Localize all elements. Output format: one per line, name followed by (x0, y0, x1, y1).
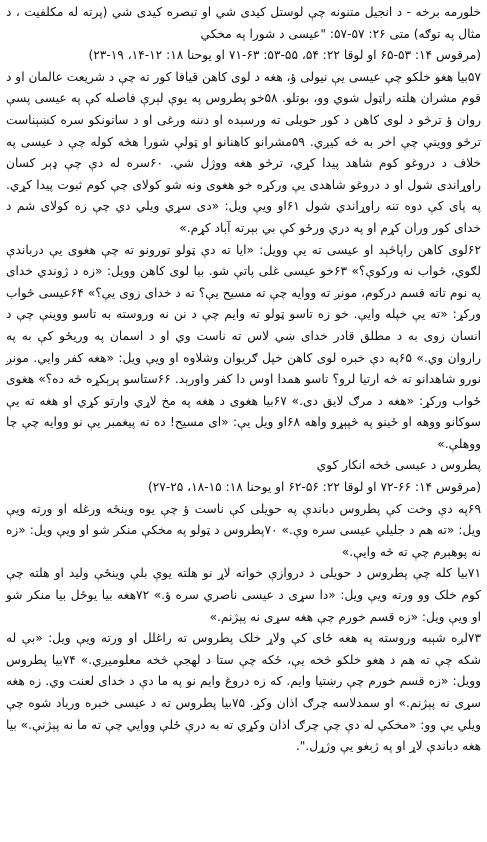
verse-paragraph-73: ۷۳لږه شېبه وروسته په هغه ځای کې ولاړ خلک پطروس ته راغلل او ورته ويې ويل: «بې له شکه چې ته هم د هغو خلکو څخه يې، ځکه چې ستا د لهجې څخه معلوميږي.» ۷۴بيا پطروس وويل: «زه قسم خورم چې رښتيا وايم. که زه دروغ وايم نو په ما دې د خدای لعنت وي. زه هغه سړی نه پېژنم.» او سمدلاسه چرګ اذان وکړ. ۷۵بيا پطروس ته د عيسی خبره ورياد شوه چې ويلي يې وو: «مخکې له دې چې چرګ اذان وکړي ته به درې ځلې ووايي چې ته ما نه پېژنې.» بيا هغه دباندې لاړ او په ژېغو يې وژړل.". (6, 631, 482, 754)
reference-line-2: (مرقوس ۱۴: ۶۶-۷۲ او لوقا ۲۲: ۵۶-۶۲ او يوحنا ۱۸: ۱۵-۱۸، ۲۵-۲۷) (147, 480, 481, 495)
section-heading: پطروس د عيسی څخه انکار کوي (316, 458, 481, 473)
verse-paragraph-69: ۶۹په دې وخت کې پطروس دباندې په حويلی کې ناست ؤ چې يوه وينځه ورغله او ورته ويې ويل: «ته هم د جليلي عيسی سره وې.» ۷۰پطروس د ټولو په مخکې منکر شو او ويې ويل: «زه نه پوهېږم چې ته څه وايې.» (6, 501, 481, 559)
verse-paragraph-57: ۵۷بيا هغو خلکو چې عيسی يې نيولی ؤ، هغه د لوی کاهن قيافا کور ته چې د شريعت عالمان او د قوم مشران هلته راټول شوي وو، بوتلو. ۵۸خو پطروس په يوې لېرې فاصله کې په عيسی پسې روان ؤ ترڅو د لوی کاهن د کور حويلی ته ورسېده او دننه ورغی او د ساتونکو سره کښېناست ترڅو ووينې چې اخر به څه کيږي. ۵۹مشرانو کاهنانو او ټولې شورا هڅه کوله چې د عيسی په خلاف د دروغو کوم شاهد پيدا کړي، ترڅو هغه ووژل شي. ۶۰سره له دې چې ډېر کسان راوړاندی شول او د دروغو شاهدی يې ورکړه خو هغوی ونه شو کولای چې کوم ثبوت پيدا کړي. په پای کې دوه تنه راوړاندي شول ۶۱او ويې ويل: «دی سړي ويلي دي چې زه کولای شم د خدای کور وران کړم او په دري ورځو کې بي بېرته آباد کړم.» (6, 69, 482, 235)
verse-paragraph-71: ۷۱بيا کله چې پطروس د حويلی د دروازې خواته لاړ نو هلته يوې بلې وينځې وليد او هلته چې کوم خلک وو ورته ويې ويل: «دا سړی د عيسی ناصري سره ؤ.» ۷۲هغه بيا يوځل بيا منکر شو او ويې ويل: «زه قسم خورم چې هغه سړی نه پېژنم.» (6, 566, 481, 624)
intro-paragraph: خلورمه برخه - د انجيل متنونه چې لوستل کيدی شي او تبصره کيدی شي (پرته له مکلفيت ، د مثال په توګه) متی ۲۶: ۵۷-۵۷: "عيسی د شورا په مخکي (6, 5, 481, 41)
reference-line: (مرقوس ۱۴: ۵۳-۶۵ او لوقا ۲۲: ۵۴، ۵۵-۵۳: ۶۳-۷۱ او يوحنا ۱۸: ۱۲-۱۴، ۱۹-۲۳) (88, 48, 481, 63)
verse-paragraph-62: ۶۲لوی کاهن راپاڅېد او عيسی ته يې وويل: «ايا ته دې ټولو تورونو ته چې هغوی يې درباندې لګوي، ځواب نه ورکوې؟» ۶۳خو عيسی غلی پاتې شو. بيا لوی کاهن وويل: «زه د ژوندي خدای په نوم تاته قسم درکوم، مونږ ته ووايه چې ته مسيح يې؟ ته د خدای زوی يې؟» ۶۴عيسی ځواب ورکړ: «ته يې خپله وايې. خو زه تاسو ټولو ته وايم چې د نن نه وروسته به تاسو ووينې چې د انسان زوی به د مطلق قادر خدای ښي لاس ته ناست وي او د اسمان په وريځو کې به په راروان وي.» ۶۵په دې خبره لوی کاهن خپل ګريوان وشلاوه او ويې ويل: «هغه کفر وايي. مونږ نورو شاهدانو ته څه ارتيا لرو؟ تاسو همدا اوس دا کفر واورېد. ۶۶ستاسو پرېکړه څه ده؟» هغوی ځواب ورکړ: «هغه د مرګ لايق دی.» ۶۷بيا هغوی د هغه په مخ لاړي وارتو کړي او هغه ته يې سوکانو ووهه او ځينو په څپېړو واهه ۶۸او ويل يې: «ای مسيح! ده ته پيغمبر يې نو ووايه چې چا ووهلې.» (6, 242, 482, 451)
